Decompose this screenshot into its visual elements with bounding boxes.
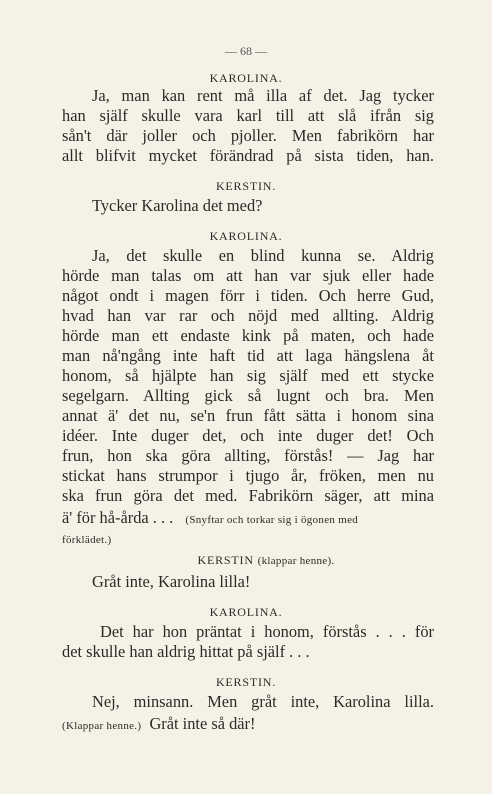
text-line: något ondt i magen förr i tiden. Och herre Gud, — [62, 286, 434, 305]
speaker-name: KERSTIN — [197, 553, 254, 567]
text-line: hörde man ett endaste kink på maten, och hade — [62, 326, 434, 345]
text-line: han själf skulle vara karl till att slå ifrån sig — [62, 106, 434, 125]
text-line — [62, 508, 434, 530]
text-line: allt blifvit mycket förändrad på sista tiden, han. — [62, 146, 434, 165]
stage-direction: (Klappar henne.) — [62, 720, 142, 732]
text-line: honom, så hjälpte han sig själf med ett stycke — [62, 366, 434, 385]
speaker-kerstin — [20, 552, 492, 569]
text-line: segelgarn. Allting gick så lugnt och bra. Men — [62, 386, 434, 405]
line-text: ä' för hå-årda . . . — [62, 508, 174, 527]
text-line — [62, 714, 434, 736]
speaker-karolina: KAROLINA. — [209, 605, 283, 619]
text-line: Ja, man kan rent må illa af det. Jag tycker — [92, 86, 434, 105]
stage-direction: förklädet.) — [62, 534, 112, 546]
text-line: frun, hon ska göra allting, förstås! — Jag har — [62, 446, 434, 465]
text-line: ska frun göra det med. Fabrikörn säger, att mina — [62, 486, 434, 505]
speaker-karolina: KAROLINA. — [209, 229, 283, 243]
line-text: Gråt inte så där! — [149, 714, 256, 733]
text-line: sån't där joller och pjoller. Men fabrikörn har — [62, 126, 434, 145]
speaker-kerstin: KERSTIN. — [215, 179, 277, 193]
speaker-kerstin: KERSTIN. — [215, 675, 277, 689]
text-line: Det har hon präntat i honom, förstås . . . för — [100, 622, 434, 641]
speaker-karolina: KAROLINA. — [209, 71, 283, 85]
text-line: hvad han var rar och nöjd med allting. Aldrig — [62, 306, 434, 325]
text-line: annat ä' det nu, se'n frun fått sätta i honom sina — [62, 406, 434, 425]
text-line: Gråt inte, Karolina lilla! — [92, 572, 251, 591]
text-line: det skulle han aldrig hittat på själf . . . — [62, 642, 310, 661]
stage-direction: (Snyftar och torkar sig i ögonen med — [185, 514, 359, 526]
text-line: Nej, minsann. Men gråt inte, Karolina lilla. — [92, 692, 434, 711]
text-line: hörde man talas om att han var sjuk eller hade — [62, 266, 434, 285]
text-line: Tycker Karolina det med? — [92, 196, 263, 215]
text-line: Ja, det skulle en blind kunna se. Aldrig — [92, 246, 434, 265]
text-line: man nå'ngång inte haft tid att laga hängslena åt — [62, 346, 434, 365]
page-number-real: — 68 — — [225, 44, 267, 58]
text-line: idéer. Inte duger det, och inte duger det! Och — [62, 426, 434, 445]
stage-direction: (klappar henne). — [257, 555, 335, 567]
text-line: stickat hans strumpor i tjugo år, fröken, men nu — [62, 466, 434, 485]
